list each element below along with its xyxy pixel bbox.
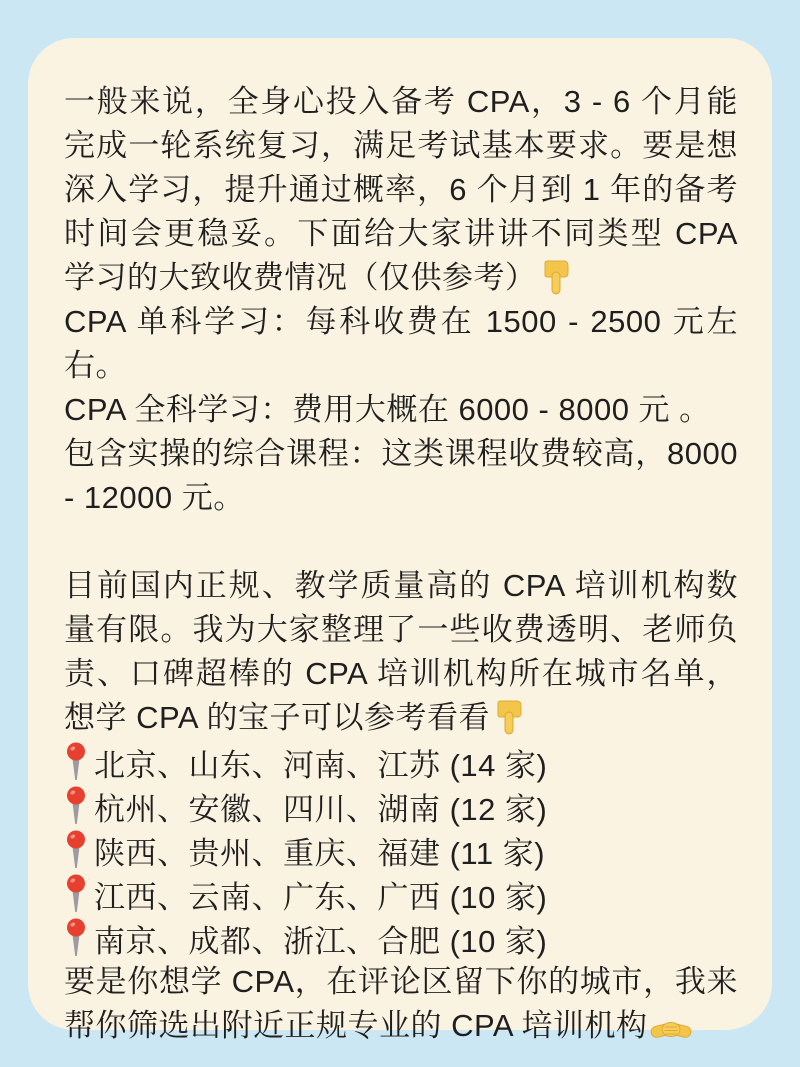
city-row <box>64 784 738 828</box>
round-pushpin-icon <box>64 918 90 958</box>
city-row-text: 杭州、安徽、四川、湖南 (12 家) <box>94 791 548 827</box>
city-row <box>64 828 738 872</box>
round-pushpin-icon <box>64 742 90 782</box>
fee-text: 包含实操的综合课程：这类课程收费较高，8000 - 12000 元。 <box>64 436 738 515</box>
city-row <box>64 740 738 784</box>
fee-text: CPA 单科学习：每科收费在 1500 - 2500 元左右。 <box>64 304 738 383</box>
post-card <box>28 38 772 1043</box>
point-down-icon <box>540 260 572 296</box>
city-row-text: 陕西、贵州、重庆、福建 (11 家) <box>94 835 546 871</box>
fee-line-all-subjects <box>64 388 738 432</box>
city-list <box>64 740 738 960</box>
round-pushpin-icon <box>64 830 90 870</box>
intro-text: 一般来说，全身心投入备考 CPA，3 - 6 个月能完成一轮系统复习，满足考试基本要求。要是想深入学习，提升通过概率，6 个月到 1 年的备考时间会更稳妥。下面给大家讲讲不同类型 CPA 学习的大致收费情况（仅供参考） <box>64 84 738 295</box>
round-pushpin-icon <box>64 786 90 826</box>
intro-paragraph <box>64 80 738 300</box>
city-row-text: 北京、山东、河南、江苏 (14 家) <box>94 747 548 783</box>
fee-line-comprehensive <box>64 432 738 520</box>
city-row <box>64 872 738 916</box>
round-pushpin-icon <box>64 874 90 914</box>
closing-text: 要是你想学 CPA，在评论区留下你的城市，我来帮你筛选出附近正规专业的 CPA 培训机构 <box>64 964 738 1043</box>
point-down-icon <box>493 700 525 736</box>
city-row <box>64 916 738 960</box>
institutions-paragraph <box>64 564 738 740</box>
handshake-icon <box>650 1016 692 1044</box>
institutions-intro-text: 目前国内正规、教学质量高的 CPA 培训机构数量有限。我为大家整理了一些收费透明、老师负责、口碑超棒的 CPA 培训机构所在城市名单，想学 CPA 的宝子可以参考看看 <box>64 568 738 735</box>
fee-text: CPA 全科学习：费用大概在 6000 - 8000 元 。 <box>64 392 711 427</box>
fee-line-single-subject <box>64 300 738 388</box>
city-row-text: 江西、云南、广东、广西 (10 家) <box>94 879 548 915</box>
closing-paragraph <box>64 960 738 1048</box>
city-row-text: 南京、成都、浙江、合肥 (10 家) <box>94 923 548 959</box>
